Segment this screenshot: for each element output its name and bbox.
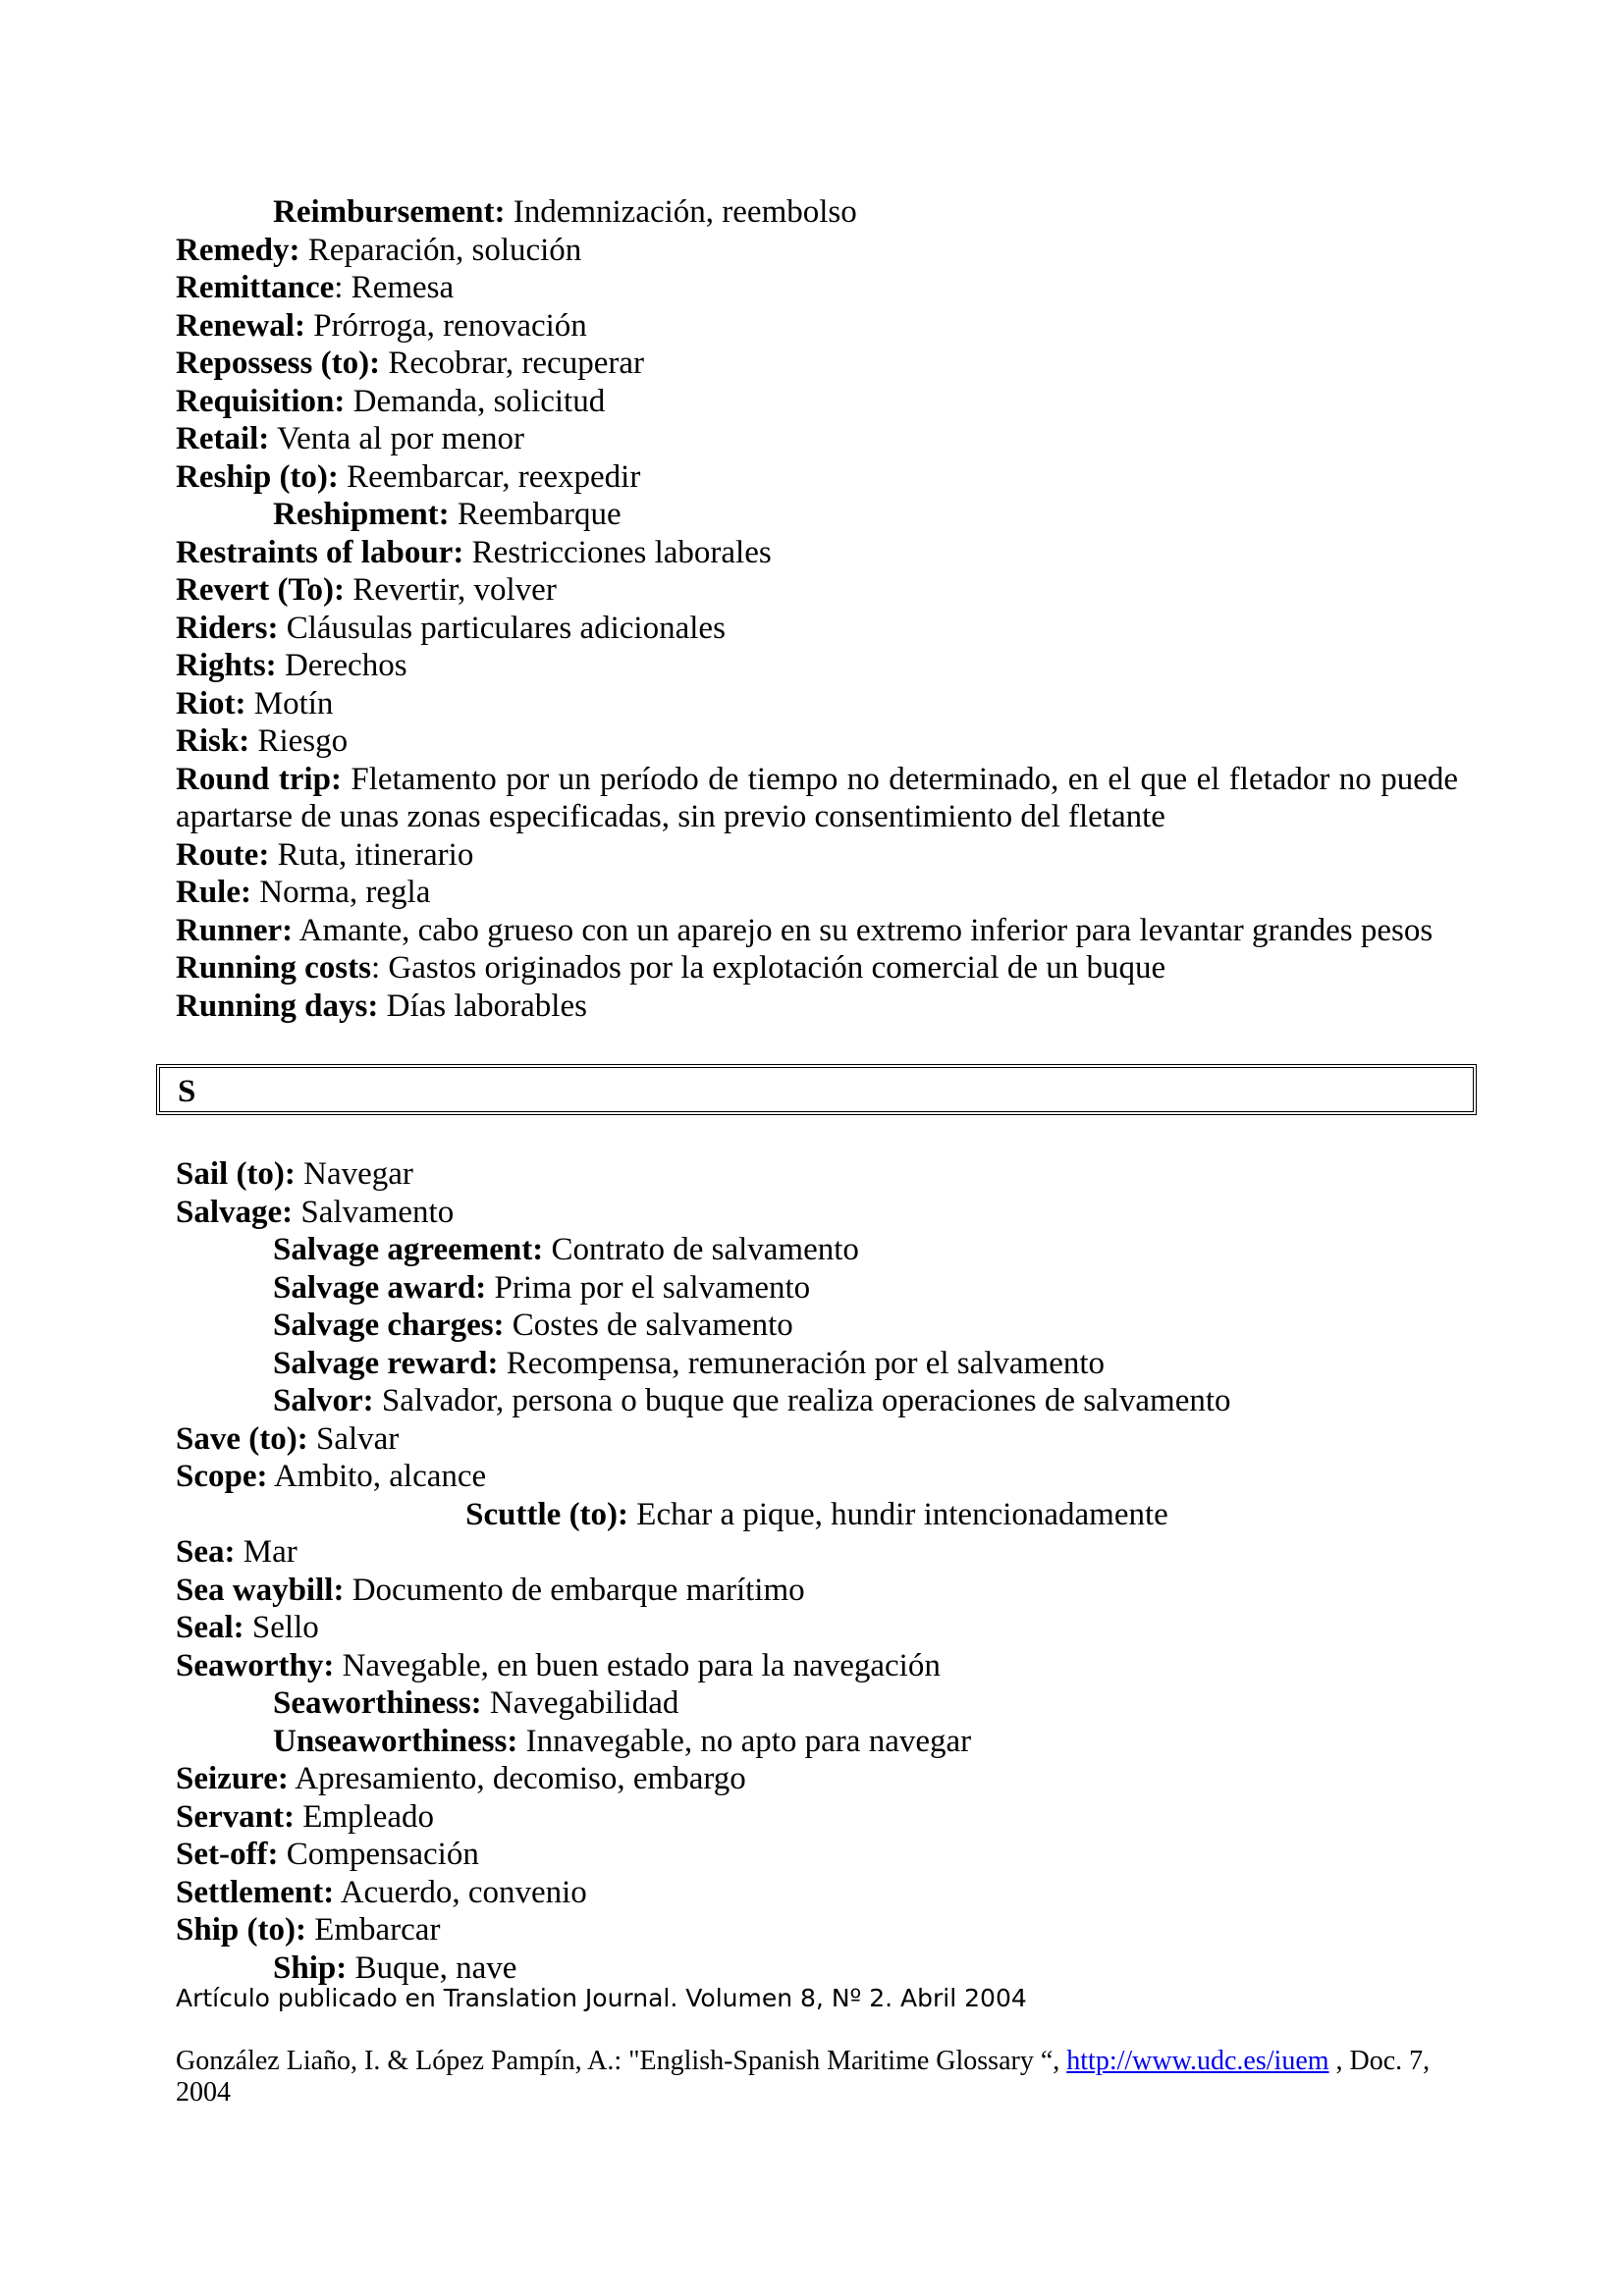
- entry-term: Salvage:: [176, 1194, 294, 1230]
- glossary-entry: [176, 458, 1458, 497]
- entry-term: Rights:: [176, 648, 277, 683]
- glossary-entry: [176, 912, 1458, 950]
- entry-definition: Acuerdo, convenio: [340, 1874, 587, 1910]
- entry-term: Renewal:: [176, 307, 305, 344]
- glossary-entry: [176, 1194, 1458, 1232]
- entry-term: Retail:: [176, 421, 270, 456]
- citation-text: González Liaño, I. & López Pampín, A.: "English-Spanish Maritime Glossary “,: [176, 2046, 1067, 2076]
- glossary-entry: [176, 1949, 1458, 1988]
- entry-term: Scuttle (to):: [465, 1496, 629, 1532]
- glossary-entry: [176, 1874, 1458, 1912]
- section-header-box: [156, 1064, 1477, 1115]
- entry-definition: Norma, regla: [259, 875, 431, 910]
- entry-term: Salvor:: [273, 1383, 374, 1418]
- glossary-entry: [176, 193, 1458, 232]
- glossary-entry: [176, 1533, 1458, 1572]
- entry-term: Running days:: [176, 988, 379, 1024]
- entry-definition: Reparación, solución: [307, 232, 582, 268]
- entry-definition: Embarcar: [314, 1912, 441, 1948]
- glossary-entry: [176, 232, 1458, 270]
- glossary-entry: [176, 1798, 1458, 1837]
- section-letter: S: [178, 1074, 196, 1109]
- entry-term: Rule:: [176, 875, 251, 910]
- entry-definition: Reembarque: [457, 497, 622, 532]
- entry-definition: Buque, nave: [354, 1949, 517, 1986]
- entry-term: Seizure:: [176, 1761, 289, 1796]
- entry-term: Remedy:: [176, 232, 300, 268]
- entry-definition: Contrato de salvamento: [551, 1232, 859, 1267]
- entry-definition: Riesgo: [257, 723, 349, 759]
- entry-term: Running costs: [176, 950, 371, 986]
- entry-definition: Echar a pique, hundir intencionadamente: [636, 1496, 1168, 1532]
- entry-definition: Días laborables: [386, 988, 587, 1024]
- entry-definition: Recompensa, remuneración por el salvamento: [506, 1345, 1106, 1381]
- glossary-entry: [176, 610, 1458, 648]
- entry-definition: Revertir, volver: [352, 572, 557, 608]
- glossary-entry: [176, 1760, 1458, 1798]
- entry-term: Revert (To):: [176, 572, 345, 608]
- entry-definition: : Gastos originados por la explotación comercial de un buque: [370, 950, 1166, 986]
- entry-definition: Innavegable, no apto para navegar: [525, 1723, 972, 1759]
- entry-term: Ship:: [273, 1949, 348, 1986]
- entry-term: Salvage agreement:: [273, 1232, 544, 1267]
- entry-definition: Cláusulas particulares adicionales: [286, 610, 726, 646]
- glossary-entry: [176, 1458, 1458, 1496]
- entry-definition: Motín: [253, 685, 334, 721]
- glossary-entry: [176, 420, 1458, 458]
- glossary-entry: [176, 1382, 1458, 1420]
- entry-definition: Prima por el salvamento: [494, 1269, 811, 1306]
- glossary-entry: [176, 383, 1458, 421]
- glossary-entry: [176, 874, 1458, 912]
- entry-term: Salvage charges:: [273, 1308, 505, 1343]
- entry-definition: Amante, cabo grueso con un aparejo en su extremo inferior para levantar grandes pesos: [298, 912, 1434, 948]
- glossary-entries-s: [176, 1155, 1458, 1987]
- glossary-entry: [176, 1231, 1458, 1269]
- entry-definition: : Remesa: [334, 270, 455, 305]
- glossary-entry: [176, 722, 1458, 761]
- glossary-entry: [176, 836, 1458, 875]
- citation-suffix: , Doc. 7, 2004: [176, 2046, 1431, 2108]
- entry-definition: Navegabilidad: [489, 1685, 679, 1721]
- entry-term: Seaworthiness:: [273, 1685, 482, 1721]
- glossary-entry: [176, 1345, 1458, 1383]
- entry-term: Reshipment:: [273, 497, 450, 532]
- entry-definition: Mar: [243, 1534, 298, 1570]
- entry-definition: Derechos: [284, 648, 407, 683]
- entry-term: Riders:: [176, 610, 279, 646]
- journal-note: Artículo publicado en Translation Journal. Volumen 8, Nº 2. Abril 2004: [176, 1984, 1027, 2012]
- glossary-entry: [176, 1684, 1458, 1723]
- glossary-entry: [176, 1572, 1458, 1610]
- entry-definition: Salvador, persona o buque que realiza operaciones de salvamento: [381, 1383, 1231, 1418]
- entry-definition: Recobrar, recuperar: [388, 346, 644, 381]
- glossary-entry: [176, 307, 1458, 346]
- glossary-entries-r: [176, 193, 1458, 1025]
- glossary-entry: [176, 988, 1458, 1026]
- entry-term: Settlement:: [176, 1874, 335, 1910]
- entry-definition: Restricciones laborales: [471, 534, 772, 570]
- glossary-entry: [176, 345, 1458, 383]
- glossary-entry: [176, 571, 1458, 610]
- entry-term: Sea waybill:: [176, 1572, 345, 1608]
- entry-definition: Indemnización, reembolso: [513, 194, 857, 230]
- entry-term: Runner:: [176, 912, 294, 948]
- entry-term: Restraints of labour:: [176, 534, 464, 570]
- entry-term: Ship (to):: [176, 1912, 306, 1948]
- entry-term: Route:: [176, 836, 270, 873]
- glossary-entry: [176, 1647, 1458, 1685]
- entry-definition: Compensación: [286, 1837, 479, 1872]
- entry-term: Servant:: [176, 1798, 295, 1835]
- citation: [176, 2046, 1458, 2109]
- entry-term: Scope:: [176, 1459, 268, 1494]
- entry-term: Reship (to):: [176, 458, 339, 495]
- entry-term: Requisition:: [176, 383, 346, 419]
- entry-term: Remittance: [176, 270, 335, 305]
- glossary-entry: [176, 1911, 1458, 1949]
- glossary-entry: [176, 761, 1458, 836]
- entry-term: Riot:: [176, 685, 246, 721]
- entry-term: Round trip:: [176, 761, 342, 797]
- entry-term: Unseaworthiness:: [273, 1723, 518, 1759]
- entry-term: Risk:: [176, 723, 250, 759]
- entry-definition: Demanda, solicitud: [352, 383, 606, 419]
- entry-term: Sea:: [176, 1534, 236, 1570]
- entry-definition: Ambito, alcance: [273, 1459, 487, 1494]
- entry-definition: Salvar: [315, 1420, 400, 1457]
- glossary-entry: [176, 949, 1458, 988]
- glossary-entry: [176, 1155, 1458, 1194]
- glossary-entry: [176, 496, 1458, 534]
- entry-definition: Prórroga, renovación: [313, 307, 587, 344]
- glossary-entry: [176, 1496, 1458, 1534]
- entry-term: Salvage award:: [273, 1269, 487, 1306]
- entry-term: Salvage reward:: [273, 1345, 499, 1381]
- entry-term: Sail (to):: [176, 1156, 296, 1192]
- glossary-entry: [176, 1723, 1458, 1761]
- glossary-entry: [176, 534, 1458, 572]
- entry-definition: Navegable, en buen estado para la navegación: [342, 1647, 941, 1683]
- entry-definition: Venta al por menor: [276, 421, 524, 456]
- entry-definition: Empleado: [302, 1798, 435, 1835]
- glossary-entry: [176, 1307, 1458, 1345]
- glossary-entry: [176, 1609, 1458, 1647]
- entry-definition: Fletamento por un período de tiempo no determinado, en el que el fletador no puede apartarse de unas zonas especificadas, sin previo consentimiento del fletante: [176, 761, 1458, 834]
- entry-definition: Ruta, itinerario: [277, 836, 474, 873]
- entry-term: Reimbursement:: [273, 194, 506, 230]
- entry-definition: Costes de salvamento: [512, 1308, 793, 1343]
- entry-definition: Documento de embarque marítimo: [352, 1572, 805, 1608]
- entry-term: Seaworthy:: [176, 1647, 335, 1683]
- entry-term: Repossess (to):: [176, 346, 381, 381]
- entry-definition: Salvamento: [300, 1194, 455, 1230]
- entry-term: Save (to):: [176, 1420, 308, 1457]
- entry-definition: Apresamiento, decomiso, embargo: [295, 1761, 746, 1796]
- glossary-entry: [176, 1269, 1458, 1308]
- glossary-entry: [176, 685, 1458, 723]
- entry-term: Set-off:: [176, 1837, 279, 1872]
- glossary-entry: [176, 647, 1458, 685]
- glossary-entry: [176, 269, 1458, 307]
- citation-link[interactable]: http://www.udc.es/iuem: [1066, 2046, 1329, 2076]
- glossary-entry: [176, 1420, 1458, 1459]
- entry-definition: Navegar: [303, 1156, 413, 1192]
- entry-definition: Reembarcar, reexpedir: [347, 458, 641, 495]
- entry-term: Seal:: [176, 1610, 244, 1645]
- entry-definition: Sello: [251, 1610, 319, 1645]
- glossary-entry: [176, 1836, 1458, 1874]
